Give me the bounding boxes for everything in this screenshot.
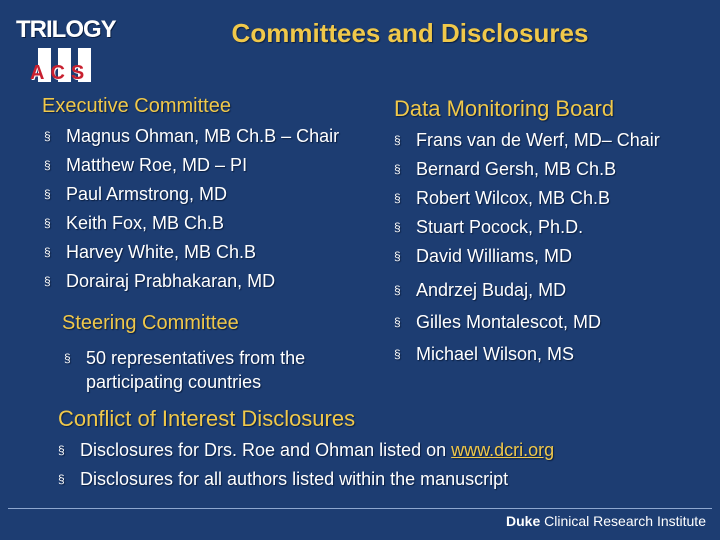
list-item: § Matthew Roe, MD – PI	[44, 151, 339, 180]
conflict-of-interest-heading: Conflict of Interest Disclosures	[58, 406, 356, 431]
bullet-icon: §	[394, 347, 401, 361]
list-item: § Disclosures for all authors listed within the manuscript	[58, 465, 554, 494]
bullet-icon: §	[394, 283, 401, 297]
disclosures-list	[58, 436, 554, 494]
list-item: § Gilles Montalescot, MD	[394, 306, 601, 338]
bullet-icon: §	[44, 158, 51, 172]
steering-committee-heading: Steering Committee	[62, 312, 239, 334]
bullet-icon: §	[394, 315, 401, 329]
list-item: § Michael Wilson, MS	[394, 338, 601, 370]
list-item: § Dorairaj Prabhakaran, MD	[44, 267, 339, 296]
dcri-link[interactable]: www.dcri.org	[451, 440, 555, 460]
list-item: § David Williams, MD	[394, 242, 660, 271]
bullet-icon: §	[394, 133, 401, 147]
bullet-icon: §	[394, 220, 401, 234]
list-item: § Keith Fox, MB Ch.B	[44, 209, 339, 238]
bullet-icon: §	[58, 443, 65, 457]
data-monitoring-board-list-continued	[394, 274, 601, 370]
list-item: § Disclosures for Drs. Roe and Ohman listed on www.dcri.org	[58, 436, 554, 465]
page-title: Committees and Disclosures	[231, 18, 589, 48]
list-item: § Stuart Pocock, Ph.D.	[394, 213, 660, 242]
data-monitoring-board-heading: Data Monitoring Board	[394, 96, 615, 121]
list-item: § Paul Armstrong, MD	[44, 180, 339, 209]
bullet-icon: §	[44, 129, 51, 143]
bullet-icon: §	[44, 274, 51, 288]
list-item: § Andrzej Budaj, MD	[394, 274, 601, 306]
bullet-icon: §	[58, 472, 65, 486]
bullet-icon: §	[44, 187, 51, 201]
bullet-icon: §	[64, 351, 71, 365]
list-item: § Frans van de Werf, MD– Chair	[394, 126, 660, 155]
footer-logo: Duke Clinical Research Institute	[506, 513, 706, 529]
executive-committee-list	[44, 122, 339, 296]
bullet-icon: §	[44, 216, 51, 230]
logo-acs-letters: ACS	[30, 62, 91, 84]
bullet-icon: §	[44, 245, 51, 259]
steering-committee-list	[64, 346, 354, 394]
list-item: § Magnus Ohman, MB Ch.B – Chair	[44, 122, 339, 151]
list-item: § Robert Wilcox, MB Ch.B	[394, 184, 660, 213]
executive-committee-heading: Executive Committee	[42, 95, 231, 117]
list-item: § Bernard Gersh, MB Ch.B	[394, 155, 660, 184]
logo-wordmark: TRILOGY	[16, 16, 116, 43]
footer-divider	[8, 508, 712, 509]
bullet-icon: §	[394, 191, 401, 205]
bullet-icon: §	[394, 249, 401, 263]
bullet-icon: §	[394, 162, 401, 176]
data-monitoring-board-list	[394, 126, 660, 271]
list-item: § 50 representatives from the participating countries	[64, 348, 306, 392]
list-item: § Harvey White, MB Ch.B	[44, 238, 339, 267]
